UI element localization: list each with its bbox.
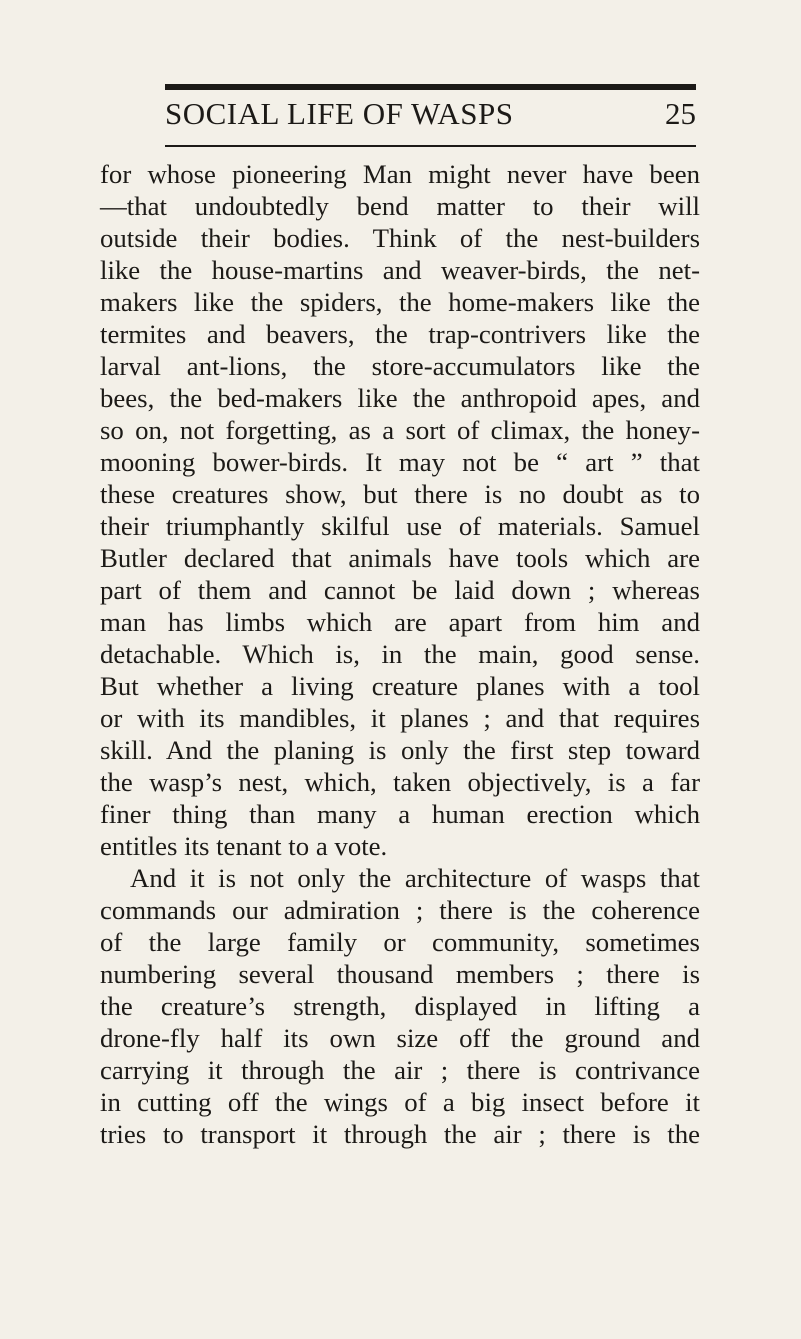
text-line: these creatures show, but there is no doubt as to bbox=[100, 479, 700, 509]
text-line: tries to transport it through the air ; there is the bbox=[100, 1119, 700, 1149]
text-line: drone-fly half its own size off the ground and bbox=[100, 1023, 700, 1053]
text-line: finer thing than many a human erection which bbox=[100, 799, 700, 829]
body-text bbox=[100, 158, 700, 1150]
text-line: part of them and cannot be laid down ; whereas bbox=[100, 575, 700, 605]
text-line: so on, not forgetting, as a sort of climax, the honey- bbox=[100, 415, 700, 445]
page-number: 25 bbox=[665, 96, 696, 131]
text-line: mooning bower-birds. It may not be “ art ” that bbox=[100, 447, 700, 477]
text-line: —that undoubtedly bend matter to their will bbox=[100, 191, 700, 221]
text-line: carrying it through the air ; there is contrivance bbox=[100, 1055, 700, 1085]
text-line: termites and beavers, the trap-contrivers like the bbox=[100, 319, 700, 349]
text-line: numbering several thousand members ; there is bbox=[100, 959, 700, 989]
text-line: the creature’s strength, displayed in lifting a bbox=[100, 991, 700, 1021]
text-line: for whose pioneering Man might never have been bbox=[100, 159, 700, 189]
header-bottom-rule bbox=[165, 145, 696, 147]
text-line: But whether a living creature planes with a tool bbox=[100, 671, 700, 701]
text-line: detachable. Which is, in the main, good sense. bbox=[100, 639, 700, 669]
text-line: of the large family or community, sometimes bbox=[100, 927, 700, 957]
text-line: bees, the bed-makers like the anthropoid apes, and bbox=[100, 383, 700, 413]
header-top-rule bbox=[165, 84, 696, 90]
text-line: makers like the spiders, the home-makers like the bbox=[100, 287, 700, 317]
text-line: commands our admiration ; there is the coherence bbox=[100, 895, 700, 925]
text-line: or with its mandibles, it planes ; and that requires bbox=[100, 703, 700, 733]
text-line: Butler declared that animals have tools which are bbox=[100, 543, 700, 573]
running-header bbox=[165, 92, 696, 138]
running-title: SOCIAL LIFE OF WASPS bbox=[165, 96, 514, 131]
text-line: their triumphantly skilful use of materials. Samuel bbox=[100, 511, 700, 541]
text-line: skill. And the planing is only the first step toward bbox=[100, 735, 700, 765]
text-line: larval ant-lions, the store-accumulators like the bbox=[100, 351, 700, 381]
text-line: in cutting off the wings of a big insect before it bbox=[100, 1087, 700, 1117]
text-line: the wasp’s nest, which, taken objectively, is a far bbox=[100, 767, 700, 797]
text-line: outside their bodies. Think of the nest-builders bbox=[100, 223, 700, 253]
text-line: like the house-martins and weaver-birds, the net- bbox=[100, 255, 700, 285]
text-line: entitles its tenant to a vote. bbox=[100, 831, 388, 861]
paragraph-2 bbox=[100, 862, 700, 1150]
text-line: And it is not only the architecture of wasps that bbox=[130, 863, 700, 893]
text-line: man has limbs which are apart from him and bbox=[100, 607, 700, 637]
paragraph-1 bbox=[100, 158, 700, 862]
